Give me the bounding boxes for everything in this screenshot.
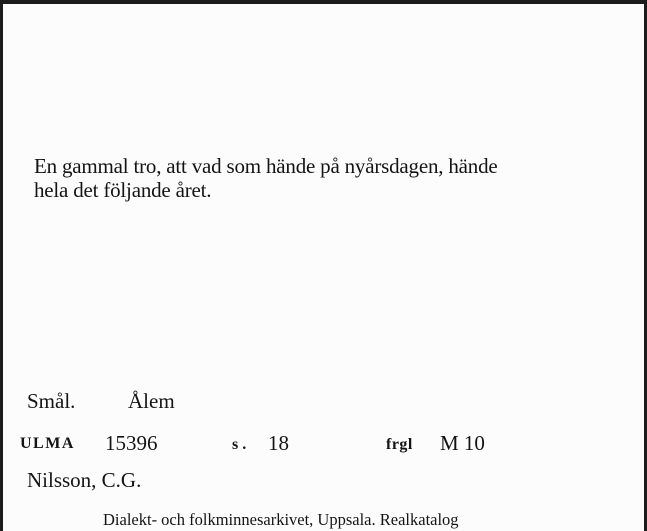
- archive-label: ULMA: [20, 435, 75, 452]
- card-text-line-2: hela det följande året.: [34, 178, 212, 202]
- province-label: Smål.: [27, 389, 76, 413]
- parish-label: Ålem: [128, 389, 175, 413]
- page-number: 18: [268, 431, 289, 455]
- card-text-line-1: En gammal tro, att vad som hände på nyårsdagen, hände: [34, 154, 498, 178]
- frgl-label: frgl: [386, 436, 413, 453]
- page-label: s.: [232, 436, 251, 453]
- frgl-value: M 10: [440, 431, 485, 455]
- collector-name: Nilsson, C.G.: [27, 468, 142, 492]
- card-text: [34, 154, 634, 202]
- archive-footer: Dialekt- och folkminnesarkivet, Uppsala. Realkatalog: [103, 510, 459, 529]
- archive-number: 15396: [105, 431, 158, 455]
